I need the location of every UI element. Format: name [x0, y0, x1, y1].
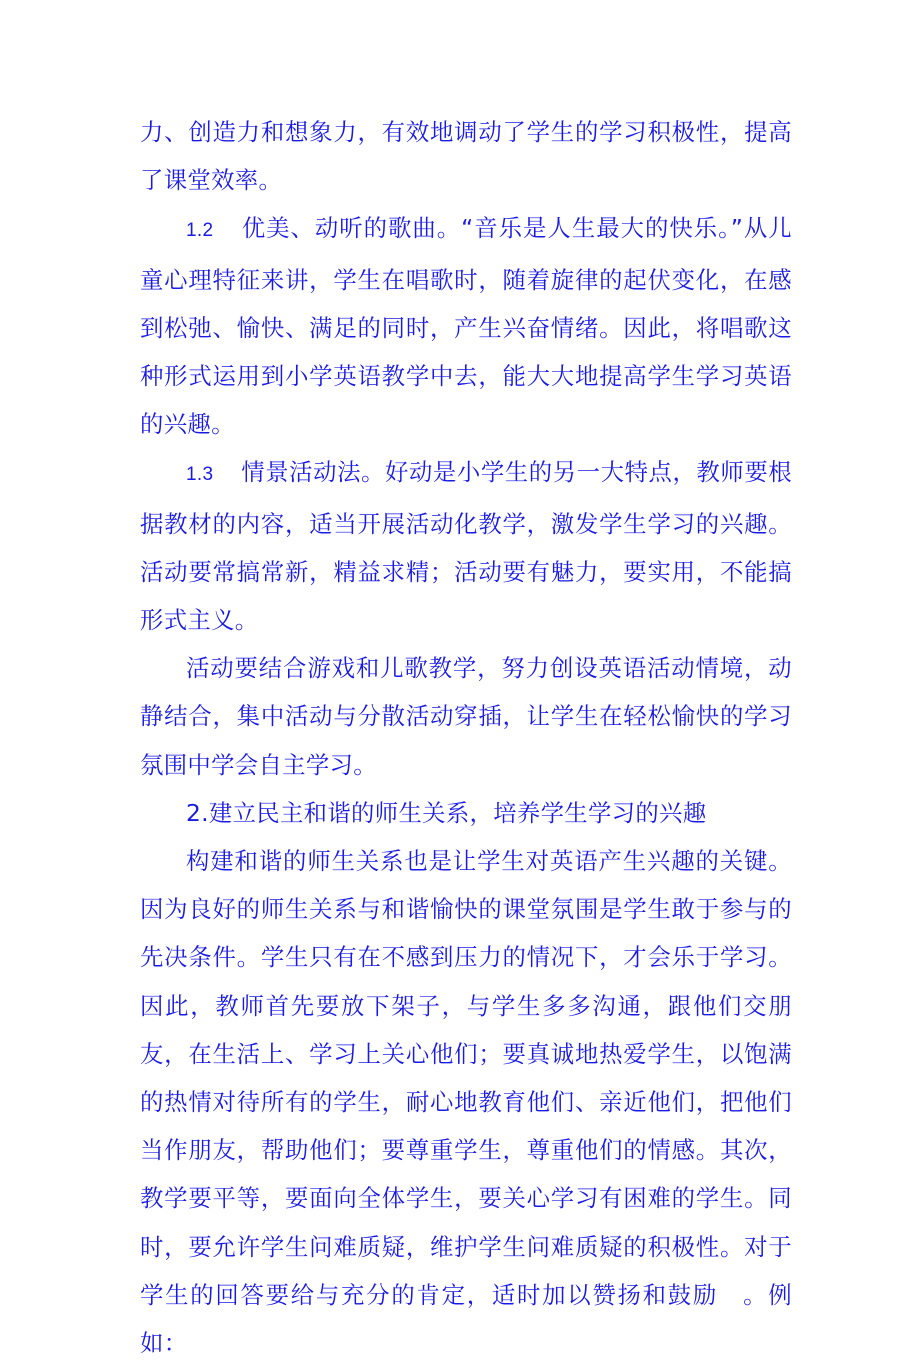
- paragraph-1-2-songs: [140, 204, 792, 448]
- paragraph-1-3-activities: [140, 448, 792, 644]
- paragraph-continuation: [140, 108, 792, 204]
- section-heading-2: [140, 789, 792, 837]
- heading-text: 2.建立民主和谐的师生关系，培养学生学习的兴趣: [186, 798, 707, 827]
- section-number: 1.2: [186, 220, 214, 242]
- paragraph-text: 优美、动听的歌曲。“音乐是人生最大的快乐。”从儿童心理特征来讲，学生在唱歌时，随着旋律的起伏变化，在感到松弛、愉快、满足的同时，产生兴奋情绪。因此，将唱歌这种形式运用到小学英语教学中去，能大大地提高学生学习英语的兴趣。: [140, 214, 792, 439]
- paragraph-text: 情景活动法。好动是小学生的另一大特点，教师要根据教材的内容，适当开展活动化教学，激发学生学习的兴趣。活动要常搞常新，精益求精；活动要有魅力，要实用，不能搞形式主义。: [140, 458, 792, 635]
- paragraph-text: 力、创造力和想象力，有效地调动了学生的学习积极性，提高了课堂效率。: [140, 118, 792, 195]
- paragraph-text: 构建和谐的师生关系也是让学生对英语产生兴趣的关键。因为良好的师生关系与和谐愉快的课堂氛围是学生敢于参与的先决条件。学生只有在不感到压力的情况下，才会乐于学习。因此，教师首先要放下架子，与学生多多沟通，跟他们交朋友，在生活上、学习上关心他们；要真诚地热爱学生，以饱满的热情对待所有的学生，耐心地教育他们、亲近他们，把他们当作朋友，帮助他们；要尊重学生，尊重他们的情感。其次，教学要平等，要面向全体学生，要关心学习有困难的学生。同时，要允许学生问难质疑，维护学生问难质疑的积极性。对于学生的回答要给与充分的肯定，适时加以赞扬和鼓励 。例如：: [140, 847, 792, 1358]
- document-body: [140, 108, 792, 1367]
- paragraph-activity-games: [140, 644, 792, 789]
- section-number: 1.3: [186, 464, 214, 486]
- paragraph-text: 活动要结合游戏和儿歌教学，努力创设英语活动情境，动静结合，集中活动与分散活动穿插，让学生在轻松愉快的学习氛围中学会自主学习。: [140, 654, 792, 779]
- paragraph-teacher-student-relations: [140, 837, 792, 1367]
